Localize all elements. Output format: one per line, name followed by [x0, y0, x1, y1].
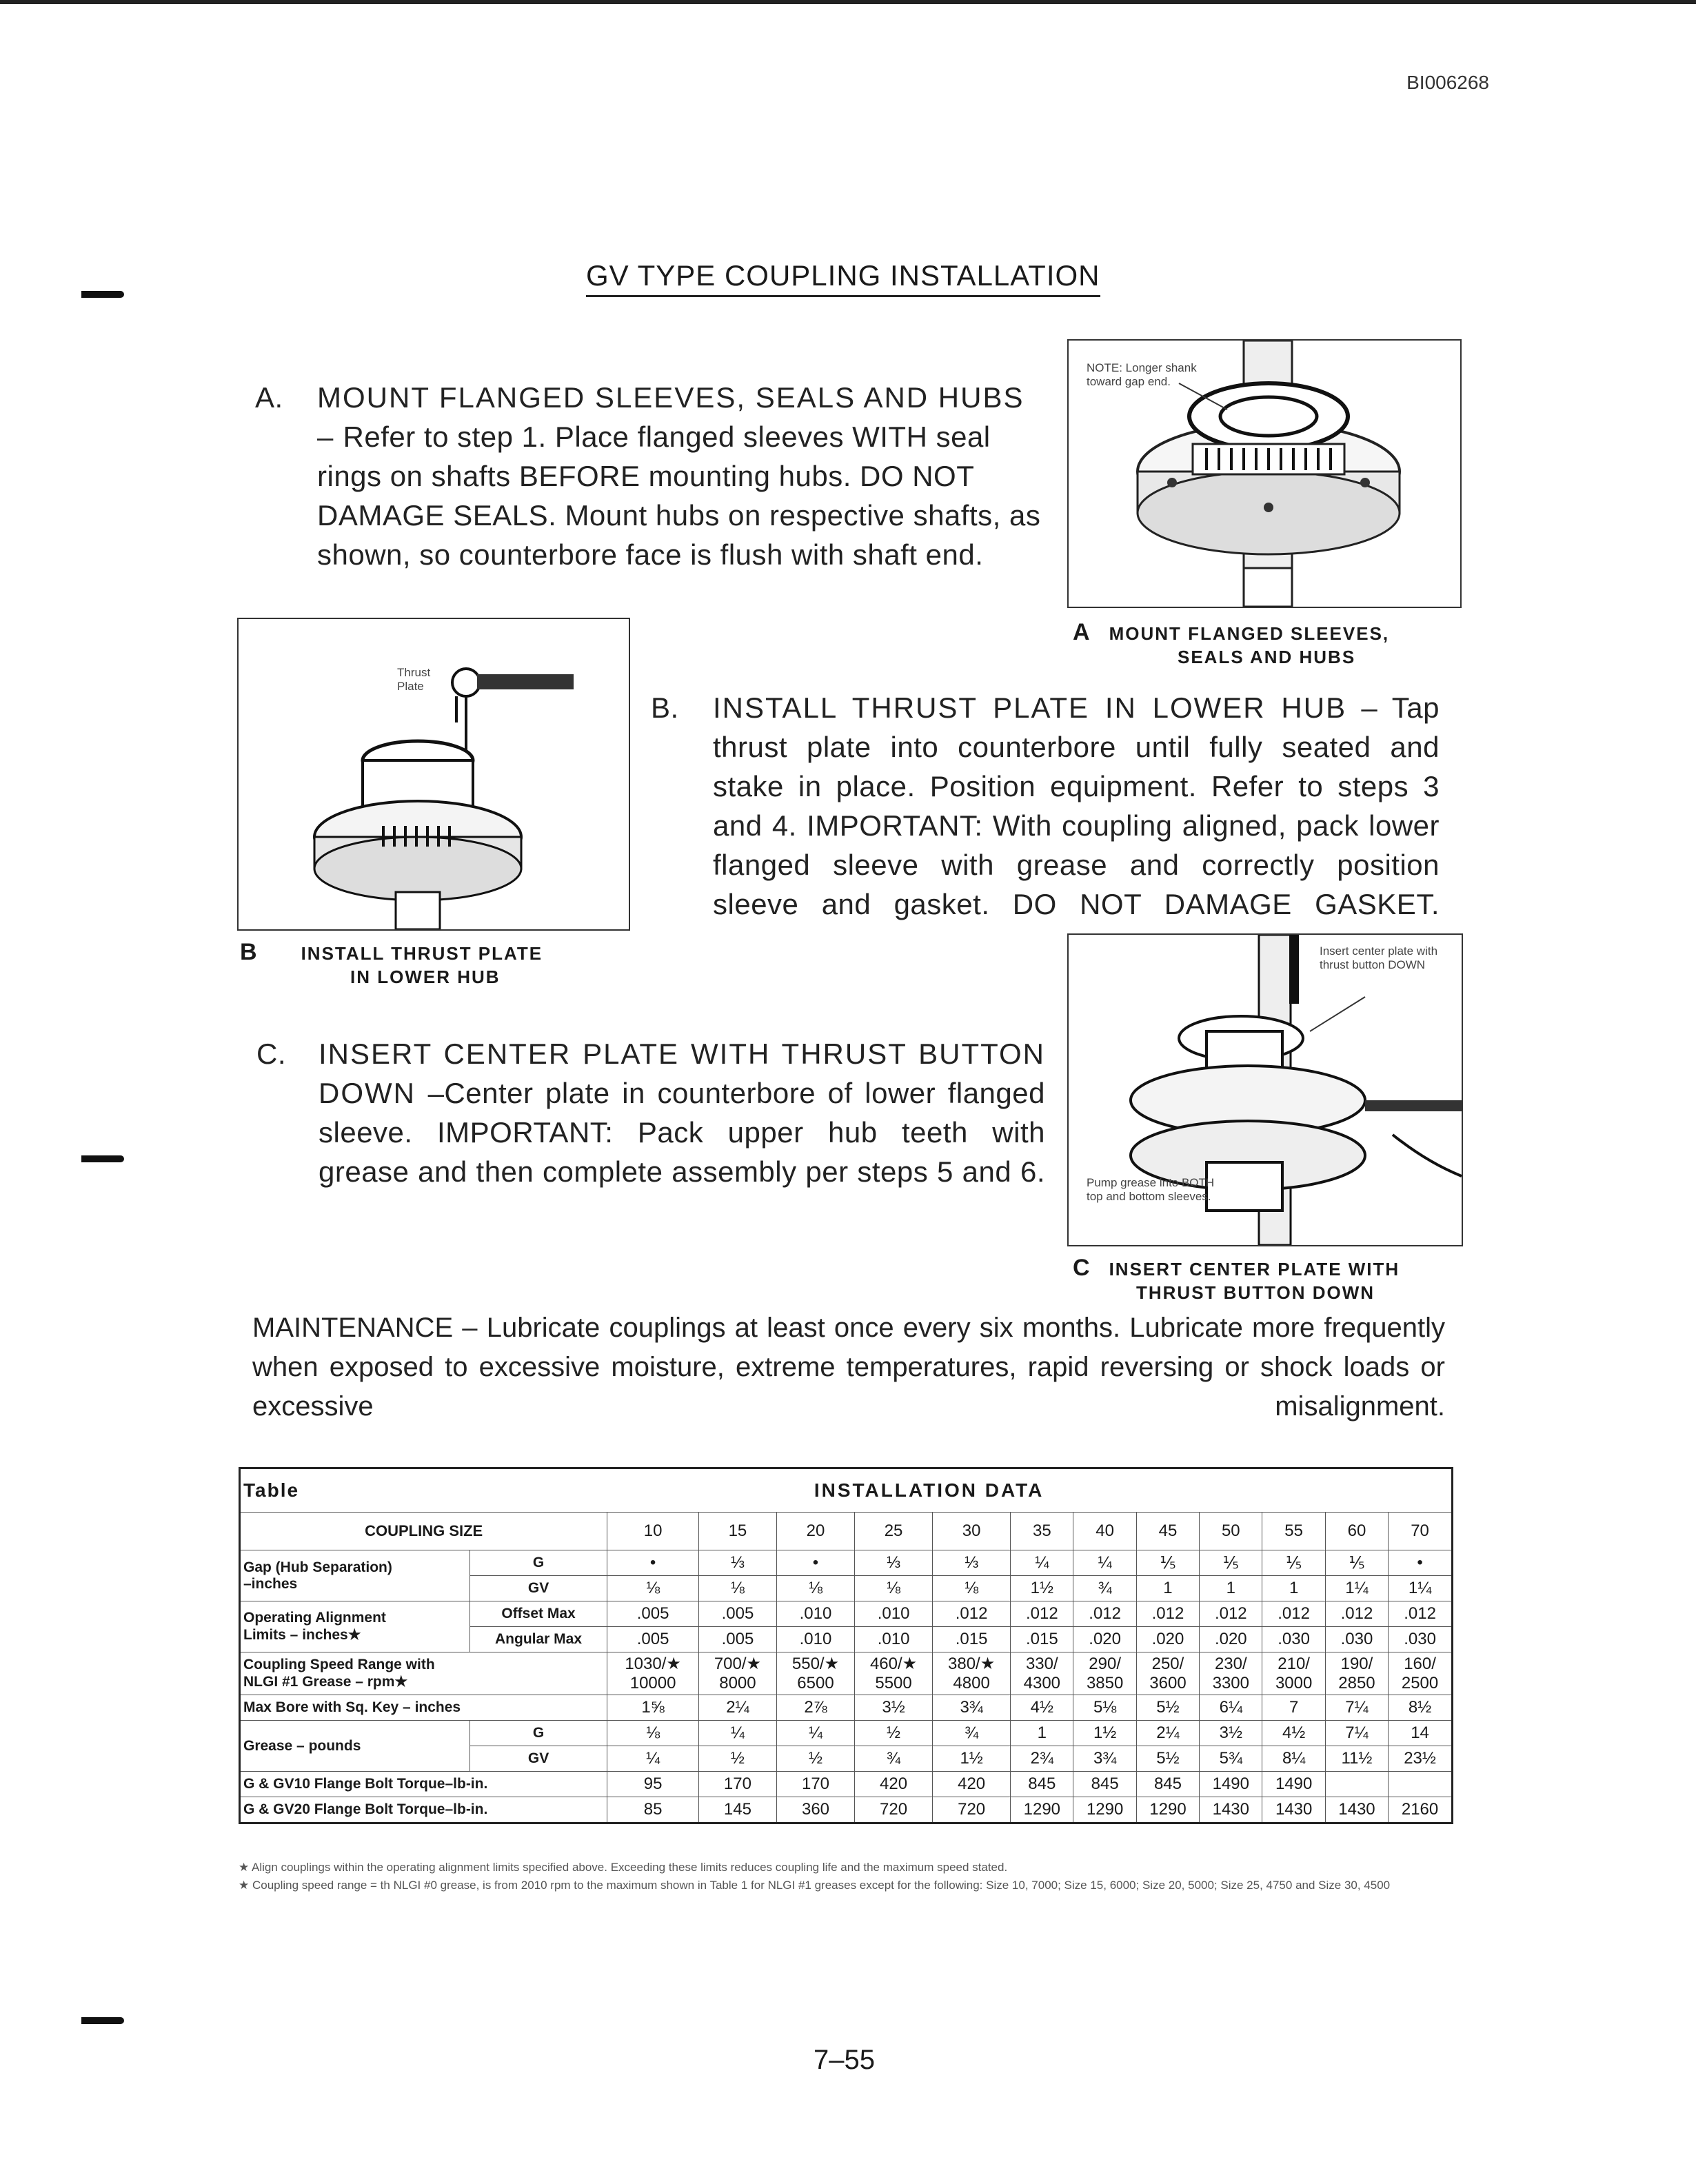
torque10-cell [1325, 1772, 1388, 1797]
torque20-cell: 360 [776, 1797, 854, 1823]
grease-g-cell: ¼ [698, 1721, 776, 1746]
speed-max: 5500 [875, 1674, 912, 1692]
torque10-label: G & GV10 Flange Bolt Torque–lb-in. [240, 1772, 607, 1797]
torque20-cell: 720 [933, 1797, 1011, 1823]
step-letter: A. [255, 381, 283, 414]
gap-g-cell: ¼ [1073, 1550, 1136, 1576]
angular-cell: .015 [1011, 1627, 1073, 1652]
offset-cell: .005 [607, 1601, 699, 1627]
torque20-label: G & GV20 Flange Bolt Torque–lb-in. [240, 1797, 607, 1823]
grease-gv-cell: 2¾ [1011, 1746, 1073, 1772]
gap-gv-cell: 1 [1200, 1576, 1262, 1601]
offset-cell: .012 [1136, 1601, 1199, 1627]
speed-min: 250/ [1151, 1654, 1184, 1673]
offset-cell: .012 [1073, 1601, 1136, 1627]
torque20-cell: 1430 [1262, 1797, 1325, 1823]
angular-cell: .030 [1262, 1627, 1325, 1652]
grease-g-cell: ¾ [933, 1721, 1011, 1746]
speed-cell [698, 1652, 776, 1695]
gap-gv-cell: 1¼ [1389, 1576, 1453, 1601]
speed-label-line2: NLGI #1 Grease – rpm★ [243, 1674, 408, 1690]
offset-cell: .012 [1325, 1601, 1388, 1627]
torque10-cell: 845 [1073, 1772, 1136, 1797]
footnote: ★ Coupling speed range = th NLGI #0 grease, is from 2010 rpm to the maximum shown in Table 1 for NLGI #1 greases except for the following: Size 10, 7000; Size 15, 6000; Size 20, 5000; Size 25, 4750 and Size 30, 4500 [239, 1879, 1391, 1892]
offset-cell: .012 [1262, 1601, 1325, 1627]
size-cell: 45 [1136, 1513, 1199, 1550]
step-heading: INSTALL THRUST PLATE IN LOWER HUB [713, 691, 1347, 724]
caption-line1: INSERT CENTER PLATE WITH [1109, 1259, 1400, 1280]
grease-g-cell: 4½ [1262, 1721, 1325, 1746]
grease-gv-cell: ½ [698, 1746, 776, 1772]
speed-max: 2500 [1401, 1673, 1439, 1692]
speed-max: 3000 [1275, 1673, 1313, 1692]
size-cell: 25 [855, 1513, 933, 1550]
gap-label [240, 1550, 470, 1601]
bore-cell: 7¼ [1325, 1695, 1388, 1721]
table-row [240, 1772, 1453, 1797]
torque10-cell: 845 [1136, 1772, 1199, 1797]
gap-g-cell: ⅕ [1262, 1550, 1325, 1576]
grease-gv-cell: 3¾ [1073, 1746, 1136, 1772]
speed-label [240, 1652, 607, 1695]
size-cell: 20 [776, 1513, 854, 1550]
step-c [256, 1034, 1045, 1191]
torque20-cell: 1290 [1136, 1797, 1199, 1823]
torque20-cell: 1290 [1073, 1797, 1136, 1823]
size-cell: 40 [1073, 1513, 1136, 1550]
binding-mark [81, 291, 124, 298]
align-label-line1: Operating Alignment [243, 1610, 386, 1626]
angular-cell: .010 [776, 1627, 854, 1652]
size-cell: 70 [1389, 1513, 1453, 1550]
page-title: GV TYPE COUPLING INSTALLATION [586, 259, 1100, 297]
bore-label: Max Bore with Sq. Key – inches [240, 1695, 607, 1721]
top-rule [0, 0, 1696, 4]
grease-gv-cell: 8¼ [1262, 1746, 1325, 1772]
torque20-cell: 1430 [1325, 1797, 1388, 1823]
gap-gv-cell: 1 [1262, 1576, 1325, 1601]
bore-cell: 6¼ [1200, 1695, 1262, 1721]
grease-gv-cell: 5¾ [1200, 1746, 1262, 1772]
offset-cell: .012 [1200, 1601, 1262, 1627]
speed-max: 6500 [797, 1674, 834, 1692]
gap-g-cell: • [776, 1550, 854, 1576]
offset-cell: .010 [855, 1601, 933, 1627]
col-g: G [470, 1721, 607, 1746]
torque10-cell: 845 [1011, 1772, 1073, 1797]
size-cell: 15 [698, 1513, 776, 1550]
col-g: G [470, 1550, 607, 1576]
table-footnotes [239, 1859, 1453, 1894]
gap-gv-cell: ¾ [1073, 1576, 1136, 1601]
figure-c-illustration [1067, 933, 1463, 1246]
speed-min: 460/★ [869, 1655, 918, 1673]
gap-g-cell: • [1389, 1550, 1453, 1576]
step-letter: B. [651, 691, 679, 724]
figure-note: Insert center plate with thrust button DOWN [1320, 944, 1438, 971]
gap-g-cell: ⅓ [698, 1550, 776, 1576]
speed-cell [1389, 1652, 1453, 1695]
speed-min: 1030/★ [625, 1655, 681, 1673]
speed-cell [1262, 1652, 1325, 1695]
torque10-cell: 95 [607, 1772, 699, 1797]
gap-gv-cell: ⅛ [698, 1576, 776, 1601]
offset-cell: .012 [1389, 1601, 1453, 1627]
table-row [240, 1601, 1453, 1627]
step-heading: INSERT CENTER PLATE WITH THRUST BUTTON DOWN [319, 1038, 1045, 1109]
speed-label-line1: Coupling Speed Range with [243, 1657, 435, 1672]
gap-label-line1: Gap (Hub Separation) [243, 1559, 392, 1575]
angular-cell: .010 [855, 1627, 933, 1652]
grease-gv-cell: 11½ [1325, 1746, 1388, 1772]
caption-letter: B [240, 939, 259, 965]
offset-cell: .012 [1011, 1601, 1073, 1627]
offset-cell: .010 [776, 1601, 854, 1627]
speed-min: 330/ [1025, 1654, 1058, 1673]
speed-min: 550/★ [791, 1655, 840, 1673]
align-label [240, 1601, 470, 1652]
grease-gv-cell: 1½ [933, 1746, 1011, 1772]
step-a [255, 378, 1045, 574]
speed-cell [1325, 1652, 1388, 1695]
angular-cell: .030 [1389, 1627, 1453, 1652]
speed-max: 10000 [629, 1674, 676, 1692]
gap-gv-cell: ⅛ [855, 1576, 933, 1601]
size-cell: 55 [1262, 1513, 1325, 1550]
table-row [240, 1797, 1453, 1823]
bore-cell: 7 [1262, 1695, 1325, 1721]
table-title-row [240, 1468, 1453, 1513]
maintenance-paragraph: MAINTENANCE – Lubricate couplings at least once every six months. Lubricate more frequently when exposed to excessive moisture, extreme temperatures, rapid reversing or shock loads or excessive misalignment. [252, 1313, 1445, 1422]
binding-mark [81, 2017, 124, 2024]
speed-cell [776, 1652, 854, 1695]
figure-c-caption [1073, 1256, 1459, 1304]
angular-cell: .005 [607, 1627, 699, 1652]
speed-min: 230/ [1214, 1654, 1247, 1673]
torque10-cell: 170 [698, 1772, 776, 1797]
torque20-cell: 720 [855, 1797, 933, 1823]
figure-a-illustration [1067, 339, 1462, 608]
grease-gv-cell: 23½ [1389, 1746, 1453, 1772]
figure-b-illustration [237, 618, 630, 931]
offset-label: Offset Max [470, 1601, 607, 1627]
step-heading: MOUNT FLANGED SLEEVES, SEALS AND HUBS – [317, 381, 1024, 453]
bore-cell: 3¾ [933, 1695, 1011, 1721]
align-label-line2: Limits – inches★ [243, 1627, 361, 1643]
speed-min: 160/ [1404, 1654, 1436, 1673]
gap-g-cell: ⅓ [855, 1550, 933, 1576]
gap-g-cell: • [607, 1550, 699, 1576]
figure-a-caption [1073, 620, 1459, 669]
torque20-cell: 85 [607, 1797, 699, 1823]
speed-cell [855, 1652, 933, 1695]
gap-g-cell: ⅕ [1136, 1550, 1199, 1576]
size-cell: 60 [1325, 1513, 1388, 1550]
bore-cell: 5½ [1136, 1695, 1199, 1721]
grease-gv-cell: ¾ [855, 1746, 933, 1772]
speed-max: 3300 [1212, 1673, 1249, 1692]
size-cell: 30 [933, 1513, 1011, 1550]
gap-label-line2: –inches [243, 1575, 298, 1592]
step-body: – Tap thrust plate into counterbore until fully seated and stake in place. Position equipment. Refer to steps 3 and 4. IMPORTANT: With coupling aligned, pack lower flanged sleeve with grease and correctly position sleeve and gasket. DO NOT DAMAGE GASKET. [713, 691, 1440, 920]
size-cell: 35 [1011, 1513, 1073, 1550]
gap-g-cell: ⅕ [1325, 1550, 1388, 1576]
angular-cell: .020 [1073, 1627, 1136, 1652]
figure-note: Thrust Plate [397, 666, 431, 693]
gap-gv-cell: 1¼ [1325, 1576, 1388, 1601]
step-body: Refer to step 1. Place flanged sleeves WITH seal rings on shafts BEFORE mounting hubs. DO NOT DAMAGE SEALS. Mount hubs on respective shafts, as shown, so counterbore face is flush with shaft end. [317, 421, 1041, 571]
torque10-cell: 1490 [1200, 1772, 1262, 1797]
speed-max: 2850 [1338, 1673, 1375, 1692]
figure-note: Pump grease into BOTH top and bottom sleeves. [1087, 1176, 1215, 1203]
bore-cell: 2¼ [698, 1695, 776, 1721]
grease-g-cell: 14 [1389, 1721, 1453, 1746]
grease-g-cell: 1 [1011, 1721, 1073, 1746]
bore-cell: 2⅞ [776, 1695, 854, 1721]
grease-g-cell: 3½ [1200, 1721, 1262, 1746]
speed-cell [1073, 1652, 1136, 1695]
speed-max: 8000 [719, 1674, 756, 1692]
bore-cell: 5⅛ [1073, 1695, 1136, 1721]
caption-line2: SEALS AND HUBS [1178, 647, 1356, 667]
grease-g-cell: 1½ [1073, 1721, 1136, 1746]
speed-min: 210/ [1278, 1654, 1310, 1673]
table-row [240, 1550, 1453, 1576]
gap-gv-cell: 1½ [1011, 1576, 1073, 1601]
grease-g-cell: ¼ [776, 1721, 854, 1746]
speed-cell [933, 1652, 1011, 1695]
angular-cell: .005 [698, 1627, 776, 1652]
speed-cell [1136, 1652, 1199, 1695]
table-row [240, 1513, 1453, 1550]
offset-cell: .012 [933, 1601, 1011, 1627]
caption-line2: IN LOWER HUB [350, 967, 501, 987]
binding-mark [81, 1155, 124, 1162]
table-title: INSTALLATION DATA [607, 1468, 1453, 1513]
torque10-cell: 420 [933, 1772, 1011, 1797]
size-cell: 10 [607, 1513, 699, 1550]
speed-max: 4300 [1023, 1673, 1061, 1692]
torque10-cell: 1490 [1262, 1772, 1325, 1797]
torque20-cell: 1430 [1200, 1797, 1262, 1823]
angular-cell: .020 [1136, 1627, 1199, 1652]
grease-gv-cell: ½ [776, 1746, 854, 1772]
col-gv: GV [470, 1746, 607, 1772]
col-gv: GV [470, 1576, 607, 1601]
gap-g-cell: ⅓ [933, 1550, 1011, 1576]
grease-g-cell: ⅛ [607, 1721, 699, 1746]
speed-max: 3850 [1086, 1673, 1124, 1692]
document-id: BI006268 [1406, 72, 1489, 93]
grease-g-cell: 2¼ [1136, 1721, 1199, 1746]
torque10-cell: 170 [776, 1772, 854, 1797]
grease-gv-cell: ¼ [607, 1746, 699, 1772]
step-letter: C. [256, 1038, 286, 1070]
caption-letter: A [1073, 619, 1091, 645]
table-row [240, 1721, 1453, 1746]
torque20-cell: 145 [698, 1797, 776, 1823]
bore-cell: 1⅝ [607, 1695, 699, 1721]
page-number: 7–55 [814, 2045, 875, 2075]
speed-max: 4800 [953, 1674, 990, 1692]
torque20-cell: 1290 [1011, 1797, 1073, 1823]
grease-g-cell: 7¼ [1325, 1721, 1388, 1746]
caption-line1: MOUNT FLANGED SLEEVES, [1109, 623, 1390, 644]
figure-b-caption [240, 940, 654, 989]
speed-min: 190/ [1340, 1654, 1373, 1673]
table-row [240, 1652, 1453, 1695]
speed-cell [1200, 1652, 1262, 1695]
speed-min: 700/★ [714, 1655, 762, 1673]
gap-gv-cell: ⅛ [776, 1576, 854, 1601]
speed-cell [1011, 1652, 1073, 1695]
size-cell: 50 [1200, 1513, 1262, 1550]
size-label: COUPLING SIZE [240, 1513, 607, 1550]
angular-cell: .030 [1325, 1627, 1388, 1652]
installation-data-table [239, 1467, 1453, 1824]
gap-gv-cell: 1 [1136, 1576, 1199, 1601]
offset-cell: .005 [698, 1601, 776, 1627]
bore-cell: 3½ [855, 1695, 933, 1721]
speed-min: 380/★ [948, 1655, 996, 1673]
angular-cell: .020 [1200, 1627, 1262, 1652]
grease-label: Grease – pounds [240, 1721, 470, 1772]
gap-gv-cell: ⅛ [607, 1576, 699, 1601]
speed-min: 290/ [1089, 1654, 1121, 1673]
step-body: –Center plate in counterbore of lower flanged sleeve. IMPORTANT: Pack upper hub teeth with grease and then complete assembly per steps 5 and 6. [319, 1077, 1045, 1188]
angular-cell: .015 [933, 1627, 1011, 1652]
speed-max: 3600 [1149, 1673, 1187, 1692]
speed-cell [607, 1652, 699, 1695]
table-row [240, 1695, 1453, 1721]
step-b [651, 688, 1440, 924]
table-tag: Table [240, 1468, 607, 1513]
grease-gv-cell: 5½ [1136, 1746, 1199, 1772]
torque10-cell: 420 [855, 1772, 933, 1797]
footnote: ★ Align couplings within the operating alignment limits specified above. Exceeding these limits reduces coupling life and the maximum speed stated. [239, 1861, 1008, 1874]
grease-g-cell: ½ [855, 1721, 933, 1746]
bore-cell: 8½ [1389, 1695, 1453, 1721]
angular-label: Angular Max [470, 1627, 607, 1652]
gap-g-cell: ¼ [1011, 1550, 1073, 1576]
caption-letter: C [1073, 1255, 1091, 1281]
gap-gv-cell: ⅛ [933, 1576, 1011, 1601]
caption-line2: THRUST BUTTON DOWN [1136, 1282, 1375, 1303]
caption-line1: INSTALL THRUST PLATE [301, 943, 543, 964]
gap-g-cell: ⅕ [1200, 1550, 1262, 1576]
figure-note: NOTE: Longer shank toward gap end. [1087, 361, 1197, 388]
bore-cell: 4½ [1011, 1695, 1073, 1721]
torque10-cell [1389, 1772, 1453, 1797]
torque20-cell: 2160 [1389, 1797, 1453, 1823]
